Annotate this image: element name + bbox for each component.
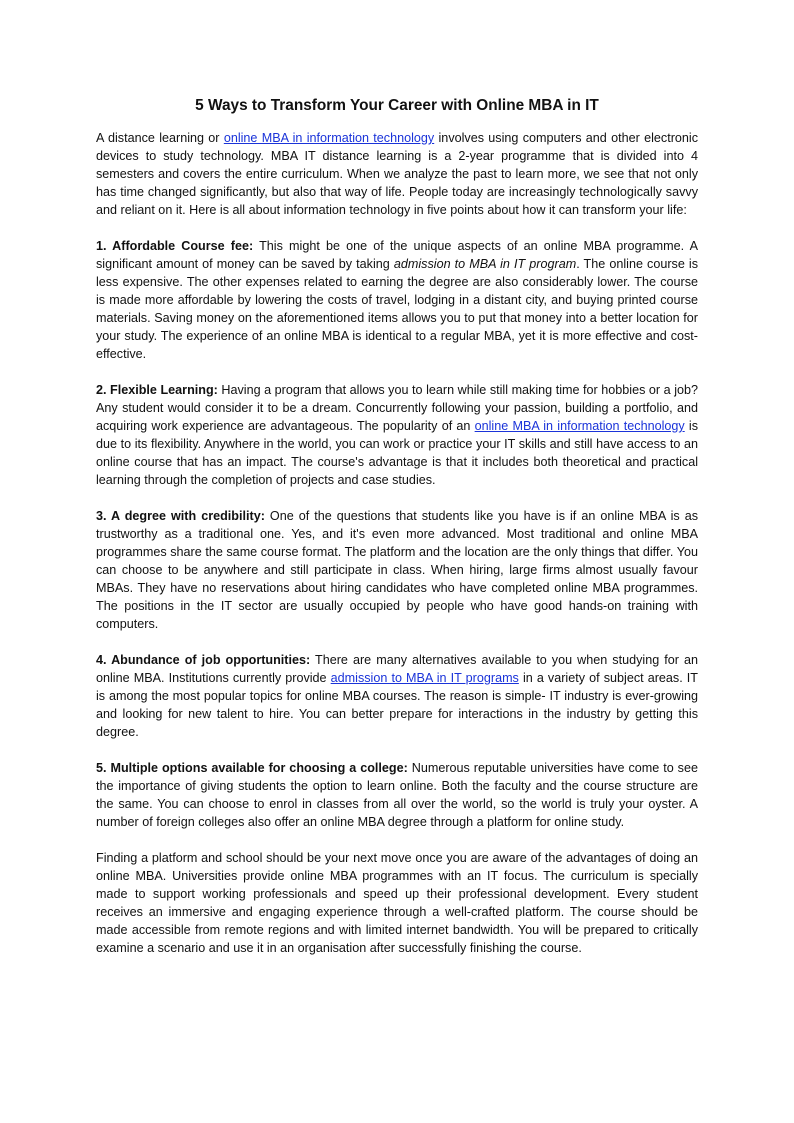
point-text: This might be one of the unique aspects of an online MBA programme. A significant amount of money can be saved by taking — [96, 239, 698, 271]
point-heading: 2. Flexible Learning: — [96, 383, 218, 397]
online-mba-it-link[interactable]: online MBA in information technology — [474, 419, 685, 433]
point-heading: 4. Abundance of job opportunities: — [96, 653, 311, 667]
page-title: 5 Ways to Transform Your Career with Online MBA in IT — [195, 97, 599, 114]
point-text: . The online course is less expensive. The other expenses related to earning the degree are also considerably lower. The course is made more affordable by lowering the costs of travel, lodging in a distant city, and buying printed course materials. Saving money on the aforementioned items allows you to put that money into a better location for your study. The experience of an online MBA is identical to a regular MBA, yet it is more effective and cost-effective. — [96, 257, 699, 361]
point-text: Numerous reputable universities have come to see the importance of giving students the option to learn online. Both the faculty and the course structure are the same. You can choose to enrol in classes from all over the world, so the world is truly your oyster. A number of foreign colleges also offer an online MBA degree through a platform for online study. — [96, 761, 698, 829]
intro-text-after-link: involves using computers and other electronic devices to study technology. MBA IT distance learning is a 2-year programme that is divided into 4 semesters and covers the entire curriculum. When we analyze the past to learn more, we see that not only has time changed significantly, but also that way of life. People today are increasingly technologically savvy and reliant on it. Here is all about information technology in five points about how it can transform your life: — [96, 131, 699, 217]
admission-mba-it-programs-link[interactable]: admission to MBA in IT programs — [330, 671, 519, 685]
document-page — [96, 95, 698, 975]
point-degree-with-credibility — [96, 507, 698, 633]
conclusion-paragraph: Finding a platform and school should be your next move once you are aware of the advantages of doing an online MBA. Universities provide online MBA programmes with an IT focus. The curriculum is specially made to support working professionals and speed up their professional development. Every student receives an immersive and engaging experience through a well-crafted platform. The course should be made accessible from remote regions and with limited internet bandwidth. You will be prepared to critically examine a scenario and use it in an organisation after successfully finishing the course. — [96, 851, 698, 955]
point-heading: 1. Affordable Course fee: — [96, 239, 254, 253]
point-text: There are many alternatives available to you when studying for an online MBA. Institutions currently provide — [96, 653, 698, 685]
point-flexible-learning — [96, 381, 698, 489]
point-text: in a variety of subject areas. IT is among the most popular topics for online MBA courses. The reason is simple- IT industry is ever-growing and looking for new talent to hire. You can better prepare for interactions in the industry by getting this degree. — [96, 671, 698, 739]
point-text: Having a program that allows you to learn while still making time for hobbies or a job? Any student would consider it to be a dream. Concurrently following your passion, building a portfolio, and acquiring work experience are advantageous. The popularity of an — [96, 383, 698, 433]
point-text: is due to its flexibility. Anywhere in the world, you can work or practice your IT skills and still have access to an online course that has an impact. The course's advantage is that it includes both theoretical and practical learning through the completion of projects and case studies. — [96, 419, 699, 487]
point-college-options — [96, 759, 698, 831]
online-mba-it-link[interactable]: online MBA in information technology — [223, 131, 435, 145]
point-heading: 3. A degree with credibility: — [96, 509, 265, 523]
point-affordable-course-fee — [96, 237, 698, 363]
point-job-opportunities — [96, 651, 698, 741]
intro-paragraph — [96, 129, 698, 219]
point-emphasis: admission to MBA in IT program — [393, 257, 577, 271]
point-text: One of the questions that students like you have is if an online MBA is as trustworthy as a traditional one. Yes, and it's even more advanced. Most traditional and online MBA programmes share the same course format. The platform and the location are the only things that differ. You can choose to be anywhere and still participate in class. When hiring, large firms almost usually favour MBAs. They have no reservations about hiring candidates who have completed online MBA programmes. The positions in the IT sector are usually occupied by people who have good hands-on training with computers. — [96, 509, 698, 631]
intro-text-before-link: A distance learning or — [96, 131, 224, 145]
point-heading: 5. Multiple options available for choosing a college: — [96, 761, 408, 775]
